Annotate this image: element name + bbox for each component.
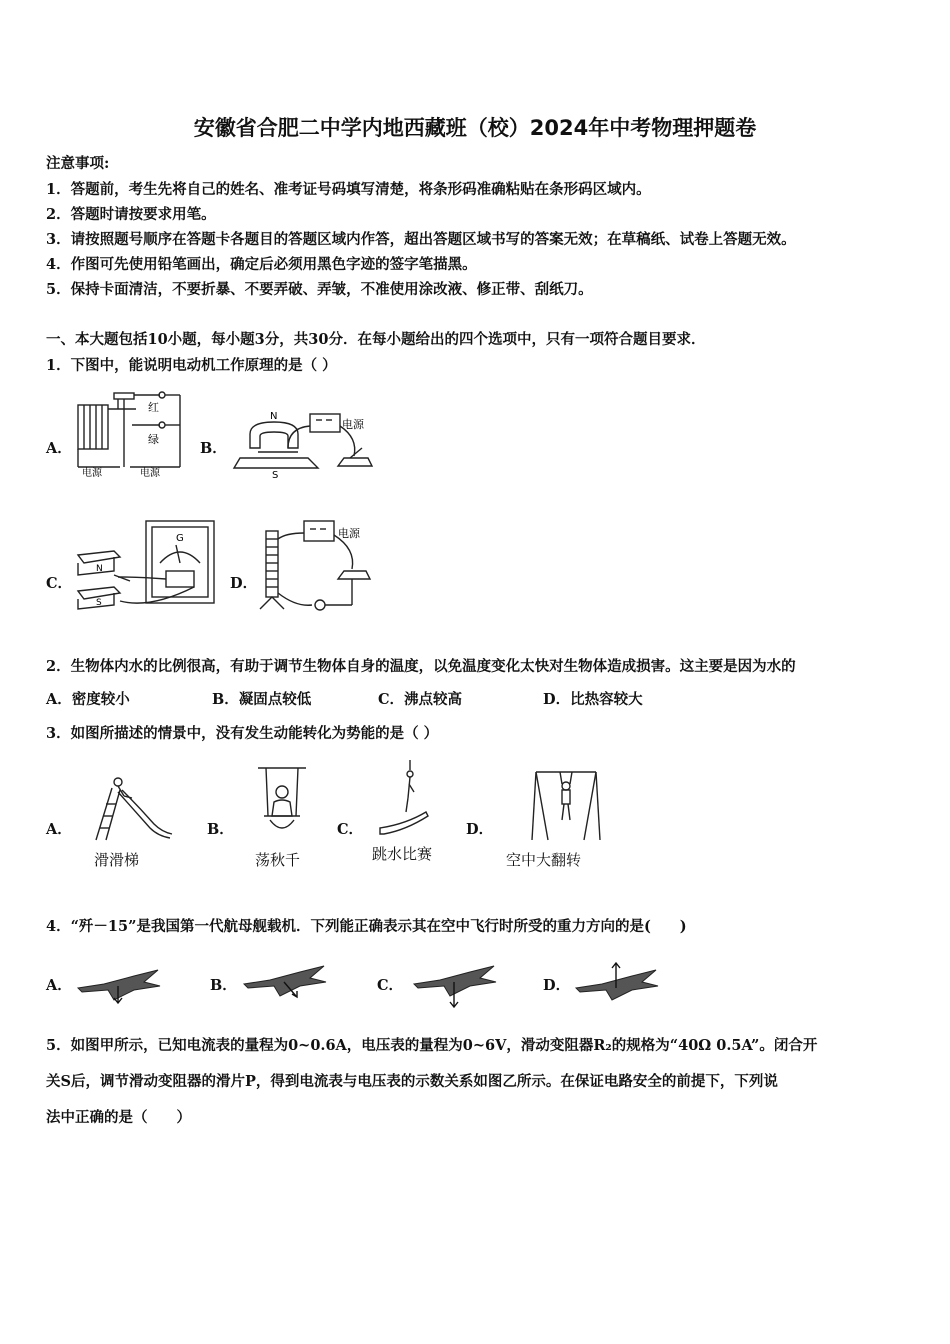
q3-option-b-label[interactable]: B． [207,821,234,838]
question-2-stem: 2．生物体内水的比例很高，有助于调节生物体自身的温度，以免温度变化太快对生物体造成损害。这主要是因为水的 [46,658,796,675]
notice-item: 4．作图可先使用铅笔画出，确定后必须用黑色字迹的签字笔描黑。 [46,256,477,273]
power-label: 电源 [140,468,160,477]
green-lamp-label: 绿 [148,433,159,446]
q4-figure-c-jet [410,962,500,1008]
q3-option-d-label[interactable]: D． [466,821,494,838]
page-title: 安徽省合肥二中学内地西藏班（校）2024年中考物理押题卷 [193,116,757,140]
north-pole-label: N [96,564,103,574]
q2-option-b[interactable]: B．凝固点较低 [212,691,312,708]
q1-figure-c-galvanometer [70,517,220,615]
q4-option-b-label[interactable]: B． [210,977,237,994]
notice-item: 3．请按照题号顺序在答题卡各题目的答题区域内作答，超出答题区域书写的答案无效；在草稿纸、试卷上答题无效。 [46,231,796,248]
question-1-stem: 1．下图中，能说明电动机工作原理的是（ ） [46,357,337,374]
question-5-line: 法中正确的是（ ） [46,1109,191,1126]
q4-option-c-label[interactable]: C． [377,977,404,994]
q3-figure-slide [78,770,178,842]
power-label: 电源 [82,468,102,477]
q3-figure-high-bar [526,764,606,844]
notice-item: 1．答题前，考生先将自己的姓名、准考证号码填写清楚，将条形码准确粘贴在条形码区域内。 [46,181,651,198]
q2-option-d[interactable]: D．比热容较大 [543,691,643,708]
notice-heading: 注意事项: [46,155,110,172]
question-5-line: 5．如图甲所示，已知电流表的量程为0~0.6A，电压表的量程为0~6V，滑动变阻器R₂的规格为“40Ω 0.5A”。闭合开 [46,1037,818,1054]
power-label: 电源 [338,527,360,540]
south-pole-label: S [96,598,102,608]
south-pole-label: S [272,470,279,480]
q1-figure-d-electromagnet [256,517,380,617]
q4-option-d-label[interactable]: D． [543,977,571,994]
q3-option-a-label[interactable]: A． [46,821,72,838]
notice-item: 5．保持卡面清洁，不要折暴、不要弄破、弄皱，不准使用涂改液、修正带、刮纸刀。 [46,281,593,298]
q3-caption-c: 跳水比赛 [372,845,433,863]
q1-option-a-label[interactable]: A． [46,440,72,457]
question-4-stem: 4．“歼－15”是我国第一代航母舰载机．下列能正确表示其在空中飞行时所受的重力方向的是( ) [46,918,687,935]
notice-item: 2．答题时请按要求用笔。 [46,206,216,223]
q2-option-c[interactable]: C．沸点较高 [378,691,463,708]
q4-figure-b-jet [240,962,330,1002]
q1-option-c-label[interactable]: C． [46,575,73,592]
q1-figure-a-relay-circuit [70,385,186,477]
q1-option-b-label[interactable]: B． [200,440,227,457]
north-pole-label: N [270,411,278,422]
q4-option-a-label[interactable]: A． [46,977,72,994]
q4-figure-d-jet [572,960,662,1006]
power-label: 电源 [342,418,364,431]
q3-option-c-label[interactable]: C． [337,821,364,838]
q4-figure-a-jet [74,966,164,1006]
q3-caption-d: 空中大翻转 [506,851,582,869]
q3-caption-b: 荡秋千 [255,851,301,869]
q2-option-a[interactable]: A．密度较小 [46,691,130,708]
red-lamp-label: 红 [148,401,159,414]
q1-figure-b-motor-setup [228,408,378,480]
q1-option-d-label[interactable]: D． [230,575,258,592]
q3-figure-swing [254,764,310,844]
q3-figure-diving [376,758,446,838]
q3-caption-a: 滑滑梯 [94,851,140,869]
question-5-line: 关S后，调节滑动变阻器的滑片P，得到电流表与电压表的示数关系如图乙所示。在保证电路安全的前提下，下列说 [46,1073,778,1090]
section-heading: 一、本大题包括10小题，每小题3分，共30分．在每小题给出的四个选项中，只有一项符合题目要求． [46,331,706,348]
question-3-stem: 3．如图所描述的情景中，没有发生动能转化为势能的是（ ） [46,725,439,742]
galvanometer-label: G [176,533,184,544]
